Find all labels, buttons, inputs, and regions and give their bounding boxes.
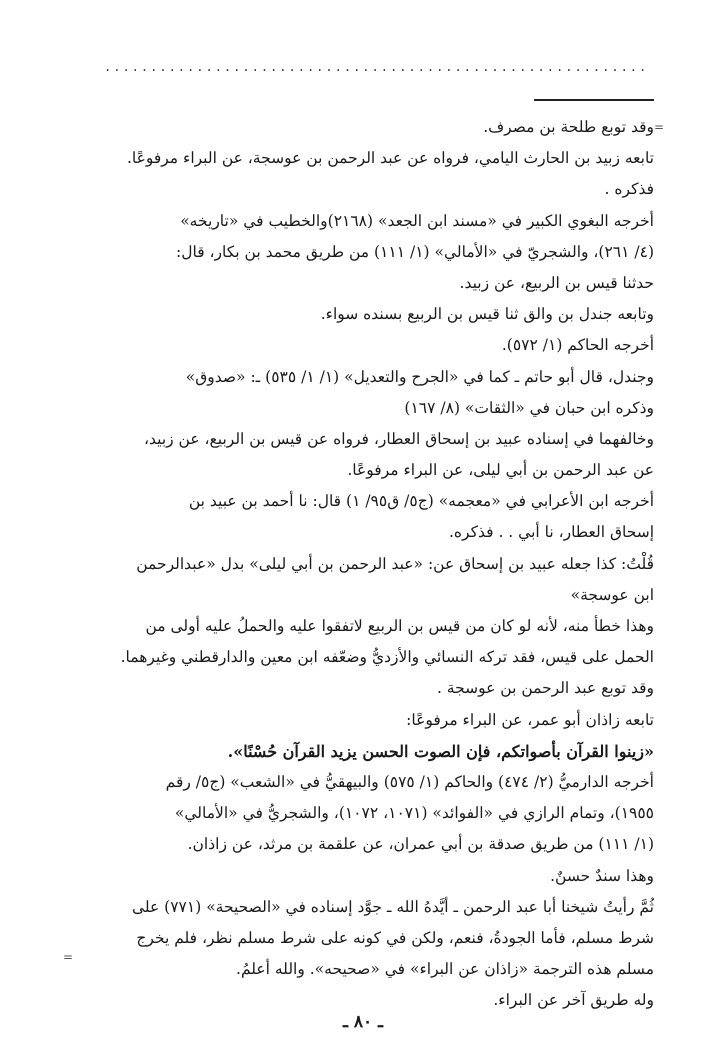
text-line: أخرجه الدارميُّ (٢/ ٤٧٤) والحاكم (١/ ٥٧٥) والبيهقيُّ في «الشعب» (ج٥/ رقم	[165, 772, 654, 791]
page-number: ـ ٨٠ ـ	[342, 1012, 384, 1032]
text-line: عن عبد الرحمن بن أبي ليلى، عن البراء مرفوعًا.	[347, 461, 654, 480]
text-line: وتابعه جندل بن والق ثنا قيس بن الربيع بسنده سواء.	[320, 305, 654, 324]
text-line: ابن عوسجة»	[570, 585, 654, 604]
text-line: حدثنا قيس بن الربيع، عن زبيد.	[459, 273, 654, 292]
body-text	[54, 112, 654, 1016]
text-line: إسحاق العطار، نا أبي . . فذكره.	[449, 523, 654, 542]
header-dotted-rule: ...........................................................	[104, 60, 649, 74]
text-line: (٤/ ٢٦١)، والشجريّ في «الأمالي» (١/ ١١١) من طريق محمد بن بكار، قال:	[175, 242, 654, 261]
text-line: وذكره ابن حبان في «الثقات» (٨/ ١٦٧)	[404, 398, 654, 417]
text-line: أخرجه ابن الأعرابي في «معجمه» (ج٥/ ق٩٥/ ١) قال: نا أحمد بن عبيد بن	[188, 492, 654, 511]
text-line: وهذا خطأ منه، لأنه لو كان من قيس بن الربيع لاتفقوا عليه والحملُ عليه أولى من	[145, 617, 654, 635]
margin-mark-top: =	[654, 120, 665, 134]
text-line: أخرجه البغوي الكبير في «مسند ابن الجعد» (٢١٦٨)والخطيب في «تاريخه»	[180, 211, 654, 230]
text-line: الحمل على قيس، فقد تركه النسائي والأزديُّ وضعّفه ابن معين والدارقطني وغيرهما.	[120, 648, 654, 667]
margin-mark-bottom: =	[63, 950, 74, 964]
text-line: أخرجه الحاكم (١/ ٥٧٢).	[501, 336, 654, 355]
text-line: وقد توبع عبد الرحمن بن عوسجة .	[436, 679, 654, 698]
text-line: وجندل، قال أبو حاتم ـ كما في «الجرح والتعديل» (١/ ١/ ٥٣٥) ـ: «صدوق»	[185, 367, 654, 386]
text-line: (١/ ١١١) من طريق صدقة بن أبي عمران، عن علقمة بن مرثد، عن زاذان.	[187, 835, 654, 854]
text-line: فذكره .	[604, 180, 654, 199]
text-line: وله طريق آخر عن البراء.	[493, 991, 654, 1010]
text-line: «زينوا القرآن بأصواتكم، فإن الصوت الحسن يزيد القرآن حُسْنًا».	[227, 741, 654, 761]
text-line: قُلْتُ: كذا جعله عبيد بن إسحاق عن: «عبد الرحمن بن أبي ليلى» بدل «عبدالرحمن	[136, 554, 654, 573]
text-line: تابعه زبيد بن الحارث اليامي، فرواه عن عبد الرحمن بن عوسجة، عن البراء مرفوعًا.	[126, 149, 654, 168]
text-line: وقد توبع طلحة بن مصرف.	[483, 118, 654, 136]
text-line: وخالفهما في إسناده عبيد بن إسحاق العطار، فرواه عن قيس بن الربيع، عن زبيد،	[144, 429, 654, 448]
header-separator-rule	[534, 99, 654, 101]
text-line: وهذا سندٌ حسنٌ.	[550, 866, 654, 885]
text-line: ثُمَّ رأيتُ شيخنا أبا عبد الرحمن ـ أيَّدهُ الله ـ جوَّد إسناده في «الصحيحة» (٧٧١) على	[131, 897, 654, 916]
text-line: ١٩٥٥)، وتمام الرازي في «الفوائد» (١٠٧١، ١٠٧٢)، والشجريُّ في «الأمالي»	[174, 804, 654, 823]
text-line: شرط مسلم، فأما الجودةُ، فنعم، ولكن في كونه على شرط مسلم نظر، فلم يخرج	[136, 928, 654, 947]
text-line: مسلم هذه الترجمة «زاذان عن البراء» في «صحيحه». والله أعلمُ.	[236, 960, 654, 979]
text-line: تابعه زاذان أبو عمر، عن البراء مرفوعًا:	[406, 710, 654, 729]
